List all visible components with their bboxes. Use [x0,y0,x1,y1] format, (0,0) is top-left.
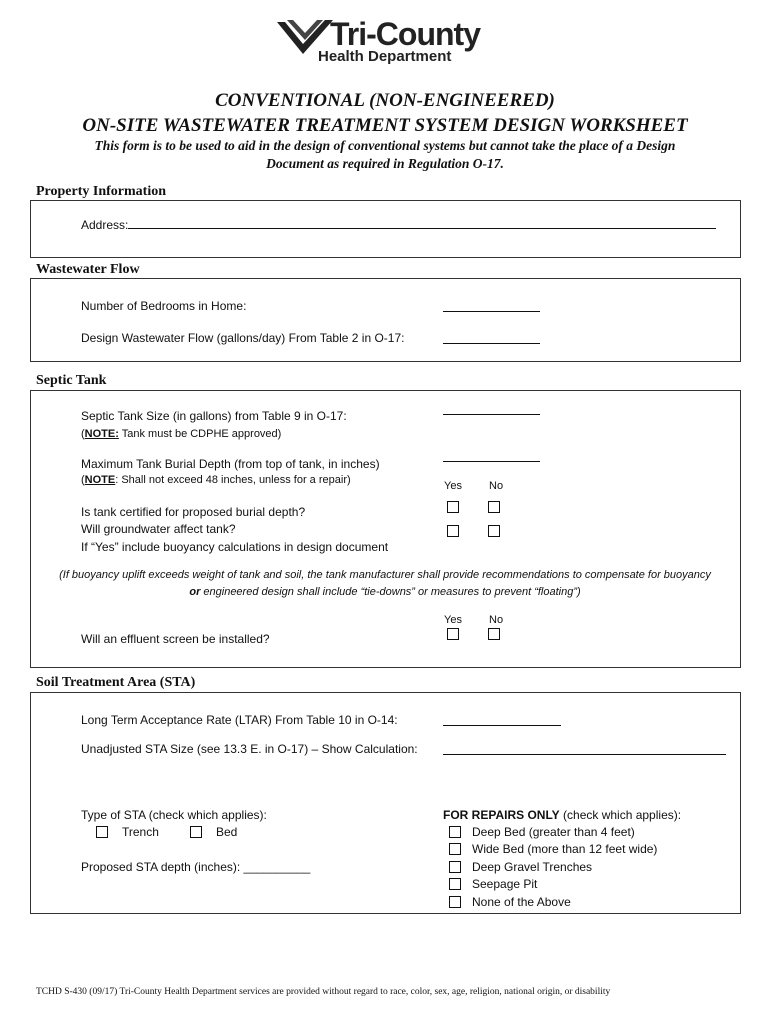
bedrooms-label: Number of Bedrooms in Home: [81,299,247,313]
ltar-label: Long Term Acceptance Rate (LTAR) From Table 10 in O-14: [81,713,398,727]
groundwater-label: Will groundwater affect tank? [81,522,236,536]
unadjusted-field[interactable] [443,744,726,755]
certified-yes-checkbox[interactable] [447,501,459,513]
effluent-yes-header: Yes [444,614,462,626]
bed-checkbox[interactable] [190,826,202,838]
sta-heading: Soil Treatment Area (STA) [36,675,196,690]
effluent-yes-checkbox[interactable] [447,628,459,640]
certified-label: Is tank certified for proposed burial depth? [81,505,306,519]
buoyancy-paragraph-1: (If buoyancy uplift exceeds weight of tank and soil, the tank manufacturer shall provide recommendations to compensate for buoyancy [59,569,711,581]
tank-note: (NOTE: Tank must be CDPHE approved) [81,428,282,440]
repair-option-label: Deep Bed (greater than 4 feet) [472,825,635,839]
burial-depth-label: Maximum Tank Burial Depth (from top of tank, in inches) [81,457,380,471]
septic-heading: Septic Tank [36,373,107,388]
repair-option-checkbox[interactable] [449,826,461,838]
logo-name: Tri-County [330,16,480,52]
title-line-2: ON-SITE WASTEWATER TREATMENT SYSTEM DESIGN WORKSHEET [82,115,688,136]
groundwater-no-checkbox[interactable] [488,525,500,537]
repairs-label: FOR REPAIRS ONLY (check which applies): [443,808,682,822]
effluent-no-checkbox[interactable] [488,628,500,640]
property-heading: Property Information [36,184,166,199]
repair-option-checkbox[interactable] [449,843,461,855]
sta-depth-field[interactable]: Proposed STA depth (inches): __________ [81,860,311,874]
buoyancy-label: If “Yes” include buoyancy calculations in design document [81,540,389,554]
flow-heading: Wastewater Flow [36,262,140,277]
yes-header: Yes [444,480,462,492]
trench-label: Trench [122,825,159,839]
subtitle-line-2: Document as required in Regulation O-17. [266,156,504,171]
repair-option-label: Wide Bed (more than 12 feet wide) [472,842,658,857]
repair-option-checkbox[interactable] [449,896,461,908]
no-header: No [489,480,504,492]
ltar-field[interactable] [443,715,561,726]
bedrooms-field[interactable] [443,301,540,312]
repair-option-label: None of the Above [472,894,571,909]
depth-note: (NOTE: Shall not exceed 48 inches, unless for a repair) [81,474,351,486]
design-flow-field[interactable] [443,333,540,344]
repair-option-label: Seepage Pit [472,877,538,892]
repair-option-checkbox[interactable] [449,878,461,890]
tank-size-label: Septic Tank Size (in gallons) from Table 9 in O-17: [81,409,347,423]
address-field[interactable] [81,218,716,232]
logo-subtitle: Health Department [318,48,452,65]
burial-depth-field[interactable] [443,451,540,462]
repair-option-checkbox[interactable] [449,861,461,873]
address-label: Address: [81,218,129,232]
design-flow-label: Design Wastewater Flow (gallons/day) From Table 2 in O-17: [81,331,405,345]
sta-type-label: Type of STA (check which applies): [81,808,267,822]
tank-size-field[interactable] [443,404,540,415]
effluent-no-header: No [489,614,504,626]
flow-section [30,278,741,362]
bed-label: Bed [216,825,238,839]
groundwater-yes-checkbox[interactable] [447,525,459,537]
effluent-label: Will an effluent screen be installed? [81,632,270,646]
title-line-1: CONVENTIONAL (NON-ENGINEERED) [215,90,555,111]
footer: TCHD S-430 (09/17) Tri-County Health Department services are provided without regard to race, color, sex, age, religion, national origin, or disability [36,987,611,997]
unadjusted-label: Unadjusted STA Size (see 13.3 E. in O-17) – Show Calculation: [81,742,418,756]
trench-checkbox[interactable] [96,826,108,838]
repair-option-label: Deep Gravel Trenches [472,859,593,874]
buoyancy-paragraph-2: or engineered design shall include “tie-downs” or measures to prevent “floating”) [189,586,581,598]
certified-no-checkbox[interactable] [488,501,500,513]
subtitle-line-1: This form is to be used to aid in the design of conventional systems but cannot take the place of a Design [94,138,676,153]
